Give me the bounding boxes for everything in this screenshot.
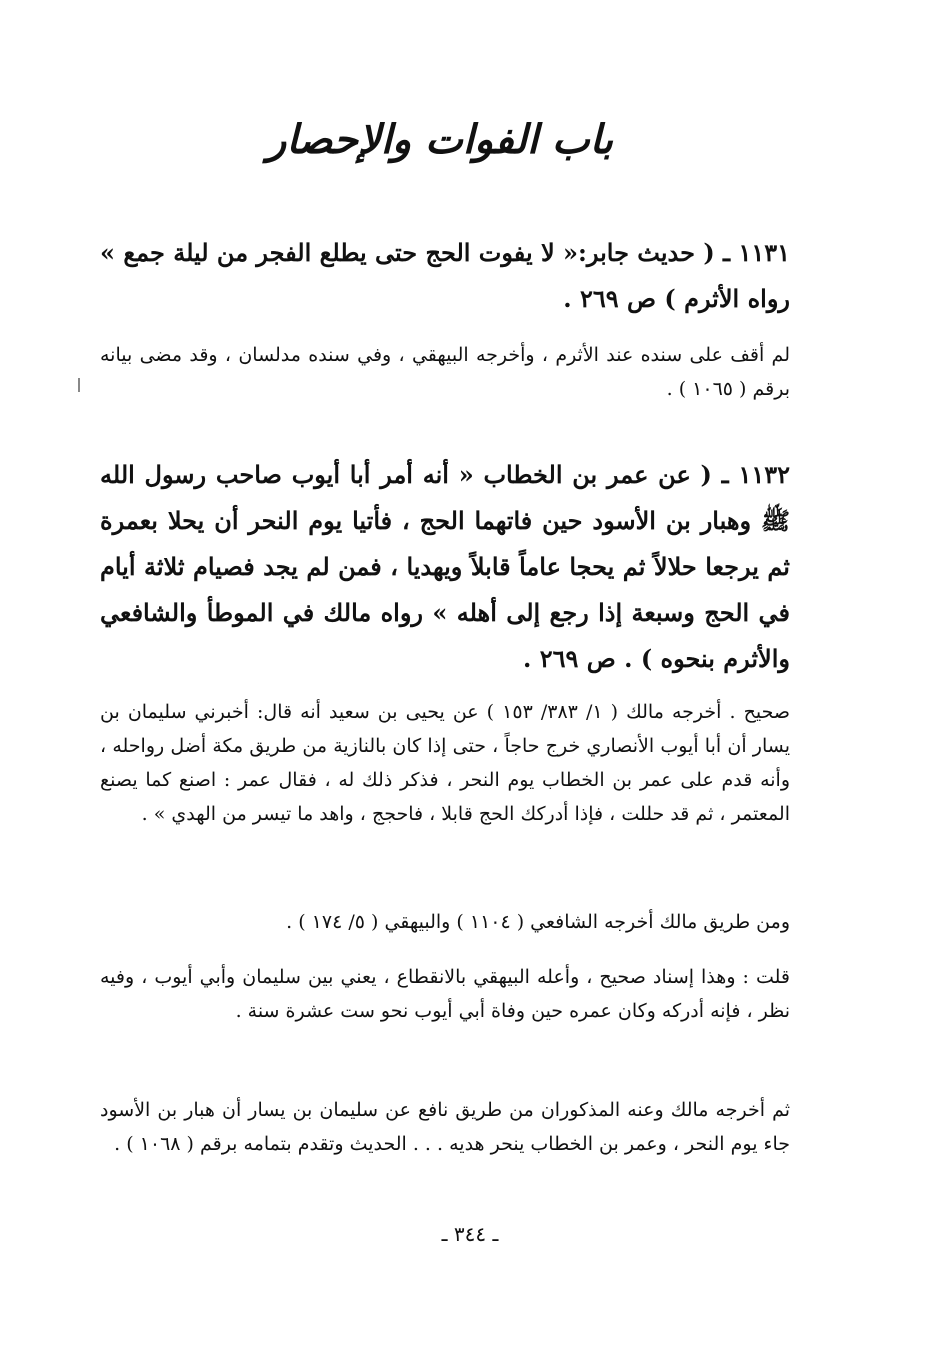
- commentary-1132-second-route: ثم أخرجه مالك وعنه المذكوران من طريق نافع عن سليمان بن يسار أن هبار بن الأسود جاء يوم النحر ، وعمر بن الخطاب ينحر هديه . . . الحديث وتقدم بتمامه برقم ( ١٠٦٨ ) .: [100, 1099, 790, 1155]
- commentary-1132-takhrij: صحيح . أخرجه مالك ( ١/ ٣٨٣/ ١٥٣ ) عن يحيى بن سعيد أنه قال: أخبرني سليمان بن يسار أن أبا أيوب الأنصاري خرج حاجاً ، حتى إذا كان بالنازية من طريق مكة أضل رواحله ، وأنه قدم على عمر بن الخطاب يوم النحر ، فذكر ذلك له ، فقال عمر : اصنع كما يصنع المعتمر ، ثم قد حللت ، فإذا أدركك الحج قابلا ، فاحجج ، واهد ما تيسر من الهدي » .: [100, 701, 790, 825]
- page-number: ـ ٣٤٤ ـ: [441, 1222, 499, 1246]
- commentary-1132-other-sources: ومن طريق مالك أخرجه الشافعي ( ١١٠٤ ) والبيهقي ( ٥/ ١٧٤ ) .: [286, 911, 790, 933]
- margin-mark: [78, 378, 80, 392]
- commentary-1132-note: قلت : وهذا إسناد صحيح ، وأعله البيهقي بالانقطاع ، يعني بين سليمان وأبي أيوب ، وفيه نظر ، فإنه أدركه وكان عمره حين وفاة أبي أيوب نحو ست عشرة سنة .: [100, 966, 790, 1022]
- commentary-1131: لم أقف على سنده عند الأثرم ، وأخرجه البيهقي ، وفي سنده مدلسان ، وقد مضى بيانه برقم ( ١٠٦٥ ) .: [100, 344, 790, 400]
- hadith-1132: ١١٣٢ ـ ( عن عمر بن الخطاب « أنه أمر أبا أيوب صاحب رسول الله ﷺ وهبار بن الأسود حين فاتهما الحج ، فأتيا يوم النحر أن يحلا بعمرة ثم يرجعا حلالاً ثم يحجا عاماً قابلاً ويهديا ، فمن لم يجد فصيام ثلاثة أيام في الحج وسبعة إذا رجع إلى أهله » رواه مالك في الموطأ والشافعي والأثرم بنحوه ) . ص ٢٦٩ .: [100, 460, 790, 673]
- chapter-title: باب الفوات والإحصار: [267, 116, 613, 163]
- hadith-1131: ١١٣١ ـ ( حديث جابر:« لا يفوت الحج حتى يطلع الفجر من ليلة جمع » رواه الأثرم ) ص ٢٦٩ .: [100, 238, 790, 313]
